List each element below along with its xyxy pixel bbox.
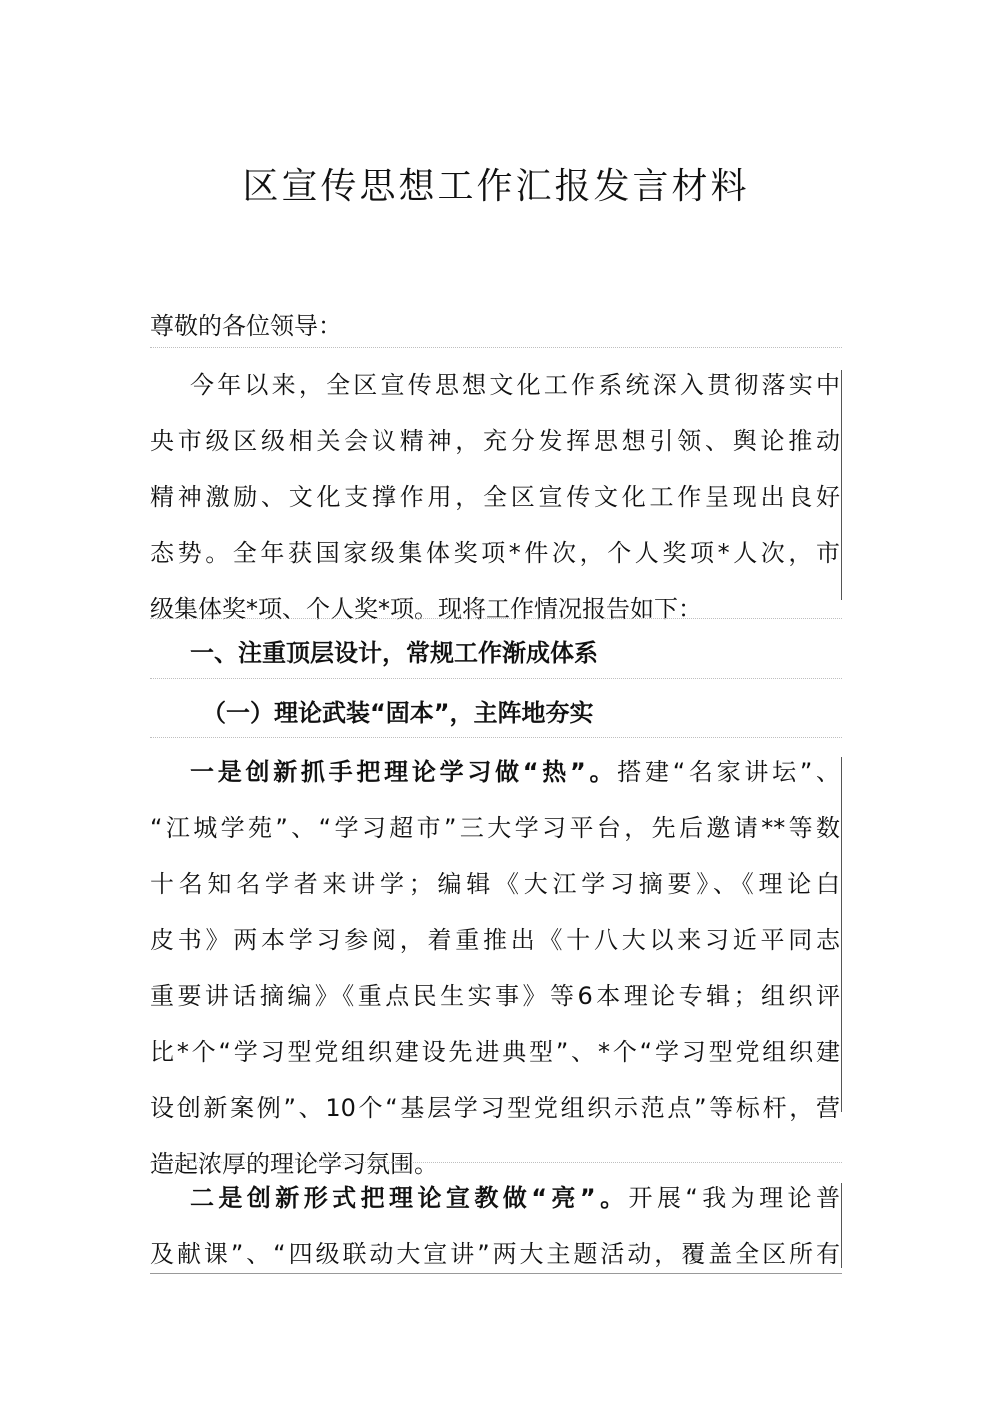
separator-line <box>150 1162 842 1163</box>
page-bottom-rule <box>150 1273 842 1274</box>
margin-bar <box>841 757 842 1112</box>
intro-line-5: 级集体奖*项、个人奖*项。现将工作情况报告如下： <box>150 595 702 623</box>
margin-bar <box>841 1183 842 1268</box>
separator-line <box>150 678 842 679</box>
paragraph-1-line-3: 十名知名学者来讲学；编辑《大江学习摘要》、《理论白 <box>150 870 840 898</box>
heading-1-block <box>150 624 840 682</box>
paragraph-2-lead: 二是创新形式把理论宣教做“亮”。 <box>190 1184 629 1212</box>
intro-line-1: 今年以来，全区宣传思想文化工作系统深入贯彻落实中 <box>190 371 840 399</box>
separator-line <box>150 347 842 348</box>
intro-line-2: 央市级区级相关会议精神，充分发挥思想引领、舆论推动 <box>150 427 840 455</box>
separator-line <box>150 737 842 738</box>
paragraph-2-lead-rest: 开展“我为理论普 <box>628 1184 840 1212</box>
salutation-block <box>150 298 840 354</box>
paragraph-1-line-8: 造起浓厚的理论学习氛围。 <box>150 1150 438 1178</box>
paragraph-1 <box>150 744 840 1192</box>
heading-1-1-block <box>150 684 840 742</box>
paragraph-2-line-2: 及献课”、“四级联动大宣讲”两大主题活动，覆盖全区所有 <box>150 1240 840 1268</box>
document-title: 区宣传思想工作汇报发言材料 <box>242 166 750 207</box>
paragraph-1-line-2: “江城学苑”、“学习超市”三大学习平台，先后邀请**等数 <box>150 814 840 842</box>
intro-line-4: 态势。全年获国家级集体奖项*件次，个人奖项*人次，市 <box>150 539 840 567</box>
paragraph-1-line-7: 设创新案例”、10个“基层学习型党组织示范点”等标杆，营 <box>150 1094 840 1122</box>
paragraph-1-lead: 一是创新抓手把理论学习做“热”。 <box>190 758 618 786</box>
paragraph-1-line-1 <box>150 744 840 800</box>
paragraph-1-line-4: 皮书》两本学习参阅，着重推出《十八大以来习近平同志 <box>150 926 840 954</box>
intro-line-3: 精神激励、文化支撑作用，全区宣传文化工作呈现出良好 <box>150 483 840 511</box>
separator-line <box>150 618 842 619</box>
section-heading: 一、注重顶层设计，常规工作渐成体系 <box>190 639 598 667</box>
intro-paragraph <box>150 357 840 637</box>
paragraph-1-lead-rest: 搭建“名家讲坛”、 <box>617 758 840 786</box>
paragraph-1-line-6: 比*个“学习型党组织建设先进典型”、*个“学习型党组织建 <box>150 1038 840 1066</box>
subsection-heading: （一）理论武装“固本”，主阵地夯实 <box>202 699 594 727</box>
paragraph-2-line-1 <box>150 1170 840 1226</box>
paragraph-1-line-5: 重要讲话摘编》《重点民生实事》等6本理论专辑；组织评 <box>150 982 840 1010</box>
salutation: 尊敬的各位领导： <box>150 312 342 340</box>
paragraph-2 <box>150 1170 840 1282</box>
margin-bar <box>841 370 842 600</box>
